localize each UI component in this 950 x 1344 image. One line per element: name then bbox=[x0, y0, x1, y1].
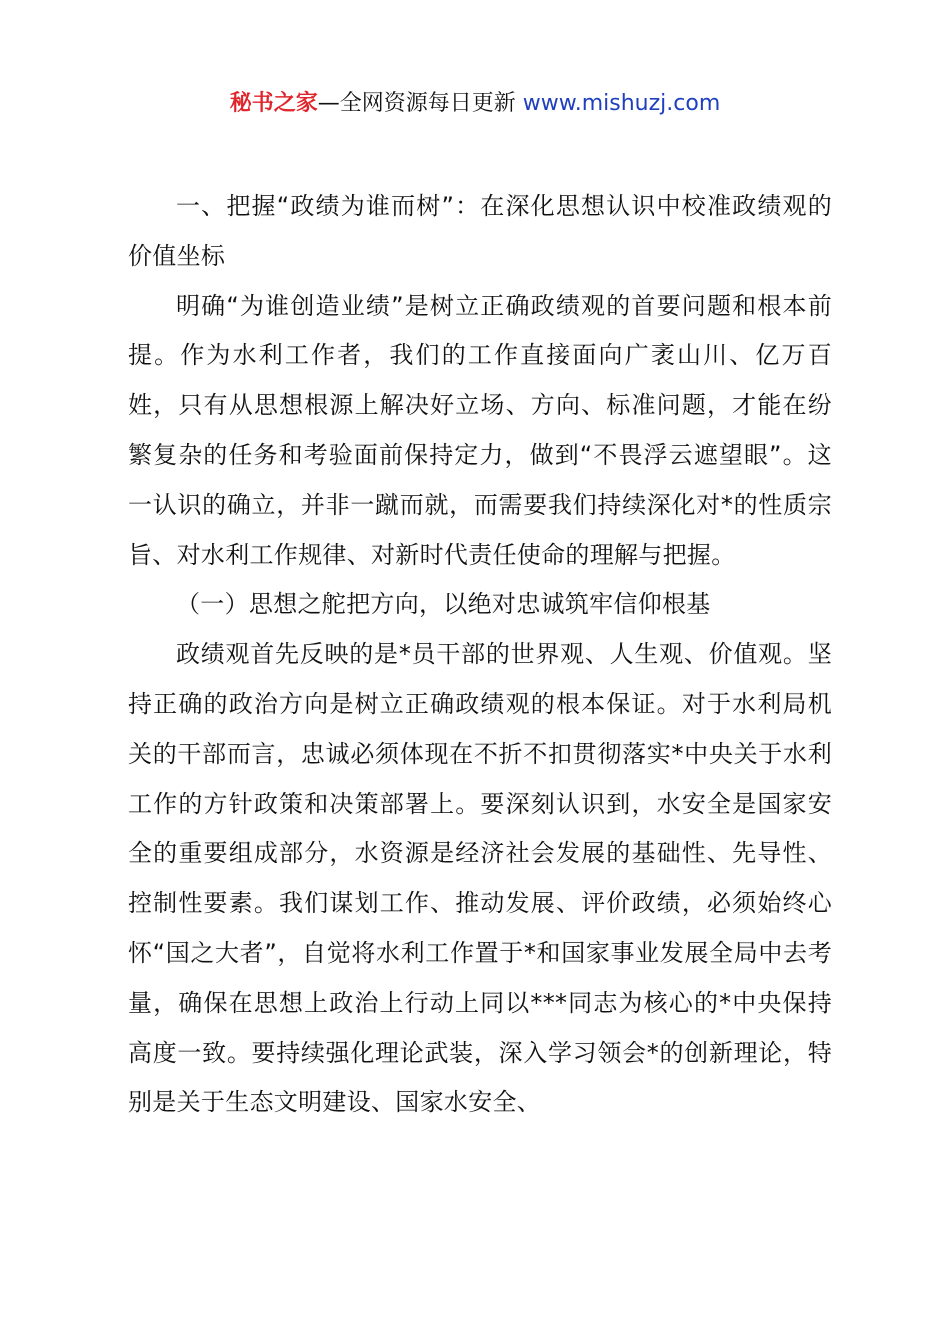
subheading-1: （一）思想之舵把方向，以绝对忠诚筑牢信仰根基 bbox=[176, 590, 711, 619]
paragraph-1: 明确“为谁创造业绩”是树立正确政绩观的首要问题和根本前提。作为水利工作者，我们的工作直接面向广袤山川、亿万百姓，只有从思想根源上解决好立场、方向、标准问题，才能在纷繁复杂的任务和考验面前保持定力，做到“不畏浮云遮望眼”。这一认识的确立，并非一蹴而就，而需要我们持续深化对*的性质宗旨、对水利工作规律、对新时代责任使命的理解与把握。 bbox=[128, 291, 832, 569]
document-body bbox=[128, 182, 832, 1128]
paragraph-2: 政绩观首先反映的是*员干部的世界观、人生观、价值观。坚持正确的政治方向是树立正确政绩观的根本保证。对于水利局机关的干部而言，忠诚必须体现在不折不扣贯彻落实*中央关于水利工作的方针政策和决策部署上。要深刻认识到，水安全是国家安全的重要组成部分，水资源是经济社会发展的基础性、先导性、控制性要素。我们谋划工作、推动发展、评价政绩，必须始终心怀“国之大者”，自觉将水利工作置于*和国家事业发展全局中去考量，确保在思想上政治上行动上同以***同志为核心的*中央保持高度一致。要持续强化理论武装，深入学习领会*的创新理论，特别是关于生态文明建设、国家水安全、 bbox=[128, 640, 832, 1117]
brand-name: 秘书之家 bbox=[229, 91, 318, 116]
page-header bbox=[0, 88, 950, 120]
section-heading: 一、把握“政绩为谁而树”：在深化思想认识中校准政绩观的价值坐标 bbox=[128, 192, 832, 270]
header-url[interactable]: www.mishuzj.com bbox=[522, 91, 721, 116]
header-tagline: —全网资源每日更新 bbox=[317, 91, 523, 116]
